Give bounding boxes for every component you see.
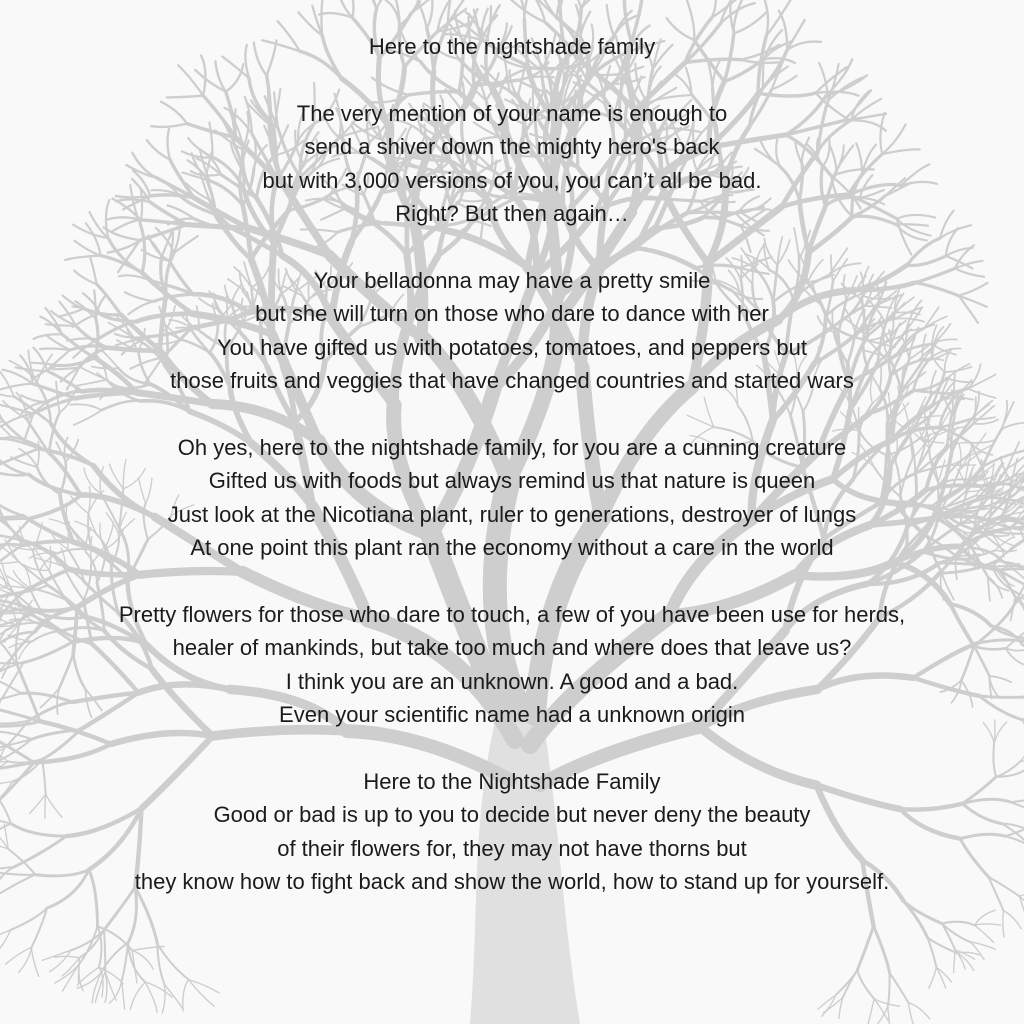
stanza-2 (0, 264, 1024, 398)
poem-line: Good or bad is up to you to decide but never deny the beauty (213, 802, 811, 828)
poem-line: send a shiver down the mighty hero's back (304, 134, 720, 160)
poem-line: Even your scientific name had a unknown origin (279, 702, 745, 728)
poem-line: The very mention of your name is enough to (296, 100, 728, 126)
poem-line: I think you are an unknown. A good and a bad. (285, 668, 739, 694)
stanza-1 (0, 97, 1024, 231)
poem-title-stanza (0, 30, 1024, 63)
poem-line: Oh yes, here to the nightshade family, for you are a cunning creature (177, 434, 847, 460)
poem-line: Gifted us with foods but always remind us that nature is queen (208, 468, 816, 494)
poem-line: those fruits and veggies that have changed countries and started wars (170, 368, 854, 394)
poem-line: Right? But then again… (395, 201, 629, 227)
poem-title: Here to the nightshade family (368, 34, 656, 59)
poem-line: healer of mankinds, but take too much and where does that leave us? (172, 635, 852, 661)
stanza-5 (0, 765, 1024, 899)
stanza-3 (0, 431, 1024, 565)
stanza-4 (0, 598, 1024, 732)
poem-line: You have gifted us with potatoes, tomatoes, and peppers but (217, 334, 807, 360)
poem-line: but she will turn on those who dare to dance with her (255, 301, 769, 327)
poem-line: At one point this plant ran the economy without a care in the world (190, 535, 834, 561)
poem-line: they know how to fight back and show the world, how to stand up for yourself. (134, 869, 890, 895)
poem-line: Here to the Nightshade Family (363, 768, 661, 794)
poem (0, 30, 1024, 932)
poem-line: Just look at the Nicotiana plant, ruler to generations, destroyer of lungs (167, 501, 857, 527)
poem-line: Pretty flowers for those who dare to touch, a few of you have been use for herds, (118, 601, 906, 627)
poem-line: of their flowers for, they may not have thorns but (277, 835, 747, 861)
poem-line: but with 3,000 versions of you, you can’t all be bad. (262, 167, 762, 193)
poem-line: Your belladonna may have a pretty smile (313, 267, 711, 293)
